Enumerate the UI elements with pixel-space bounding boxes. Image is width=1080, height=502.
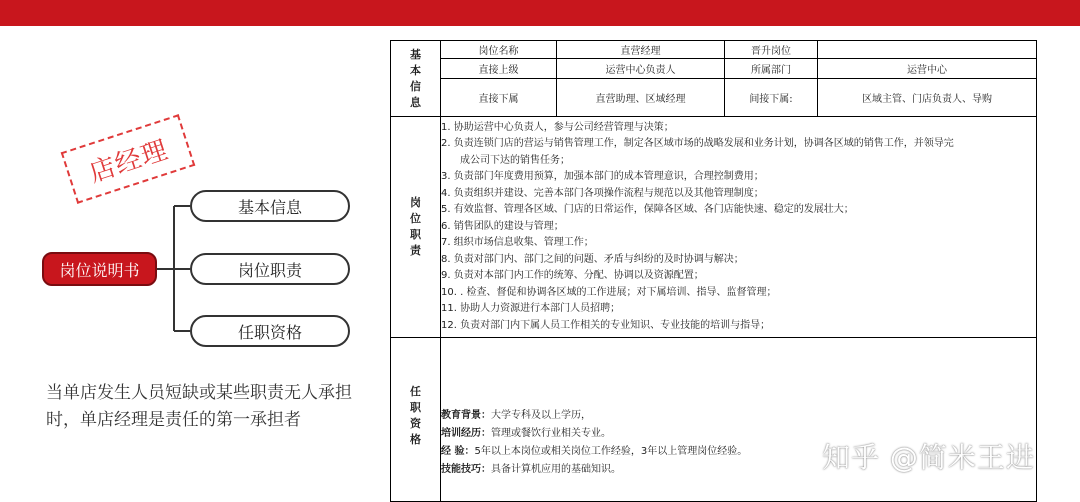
cell-value: 运营中心 bbox=[818, 59, 1037, 79]
mindmap-root-label: 岗位说明书 bbox=[59, 260, 140, 280]
table-row bbox=[391, 41, 1037, 59]
cell-value: 区域主管、门店负责人、导购 bbox=[818, 79, 1037, 117]
qualification-label: 任 职 资 格 bbox=[391, 338, 441, 502]
list-item: 9. 负责对本部门内工作的统筹、分配、协调以及资源配置； bbox=[441, 270, 704, 282]
table-row bbox=[391, 117, 1037, 338]
stamp-text: 店经理 bbox=[85, 134, 172, 189]
cell-label: 晋升岗位 bbox=[725, 41, 818, 59]
cell-label: 间接下属: bbox=[725, 79, 818, 117]
job-description-table bbox=[390, 40, 1037, 502]
mindmap-node-qualification bbox=[190, 315, 350, 347]
table-row bbox=[391, 59, 1037, 79]
basic-info-label: 基 本 信 息 bbox=[391, 41, 441, 117]
list-item: 成公司下达的销售任务； bbox=[460, 154, 570, 166]
list-item: 4. 负责组织并建设、完善本部门各项操作流程与规范以及其他管理制度； bbox=[441, 187, 764, 199]
list-item: 5. 有效监督、管理各区域、门店的日常运作，保障各区域、各门店能快速、稳定的发展壮大； bbox=[441, 204, 854, 216]
node-label: 任职资格 bbox=[237, 322, 302, 342]
table-row bbox=[391, 79, 1037, 117]
duties-list bbox=[441, 117, 1037, 338]
watermark: 知乎 @简米王进 bbox=[822, 441, 1035, 474]
list-item: 7. 组织市场信息收集、管理工作； bbox=[441, 237, 594, 249]
list-item: 经 验：5年以上本岗位或相关岗位工作经验，3年以上管理岗位经验。 bbox=[441, 445, 748, 457]
list-item: 6. 销售团队的建设与管理； bbox=[441, 220, 564, 232]
cell-value bbox=[818, 41, 1037, 59]
list-item: 培训经历：管理或餐饮行业相关专业。 bbox=[441, 427, 611, 439]
list-item: 技能技巧：具备计算机应用的基础知识。 bbox=[441, 463, 621, 475]
cell-label: 直接下属 bbox=[441, 79, 557, 117]
cell-label: 直接上级 bbox=[441, 59, 557, 79]
list-item: 2. 负责连锁门店的营运与销售管理工作，制定各区域市场的战略发展和业务计划，协调各区域的销售工作，并领导完 bbox=[441, 138, 954, 150]
qualification-list bbox=[441, 338, 1037, 502]
list-item: 11. 协助人力资源进行本部门人员招聘； bbox=[441, 303, 621, 315]
list-item: 1. 协助运营中心负责人，参与公司经营管理与决策； bbox=[441, 121, 674, 133]
mindmap-node-duties bbox=[190, 253, 350, 285]
list-item: 12. 负责对部门内下属人员工作相关的专业知识、专业技能的培训与指导； bbox=[441, 319, 771, 331]
cell-value: 直营经理 bbox=[557, 41, 725, 59]
list-item: 8. 负责对部门内、部门之间的问题、矛盾与纠纷的及时协调与解决； bbox=[441, 253, 744, 265]
cell-label: 所属部门 bbox=[725, 59, 818, 79]
mindmap-node-basic-info bbox=[190, 190, 350, 222]
node-label: 基本信息 bbox=[237, 197, 302, 217]
duties-label: 岗 位 职 责 bbox=[391, 117, 441, 338]
list-item: 教育背景：大学专科及以上学历， bbox=[441, 409, 591, 421]
table-row bbox=[391, 338, 1037, 502]
list-item: 3. 负责部门年度费用预算，加强本部门的成本管理意识，合理控制费用； bbox=[441, 171, 764, 183]
cell-value: 运营中心负责人 bbox=[557, 59, 725, 79]
cell-label: 岗位名称 bbox=[441, 41, 557, 59]
mindmap-root bbox=[42, 252, 157, 286]
cell-value: 直营助理、区域经理 bbox=[557, 79, 725, 117]
diagram-note: 当单店发生人员短缺或某些职责无人承担时，单店经理是责任的第一承担者 bbox=[46, 383, 352, 430]
node-label: 岗位职责 bbox=[237, 260, 302, 280]
list-item: 10. . 检查、督促和协调各区域的工作进展；对下属培训、指导、监督管理； bbox=[441, 286, 777, 298]
